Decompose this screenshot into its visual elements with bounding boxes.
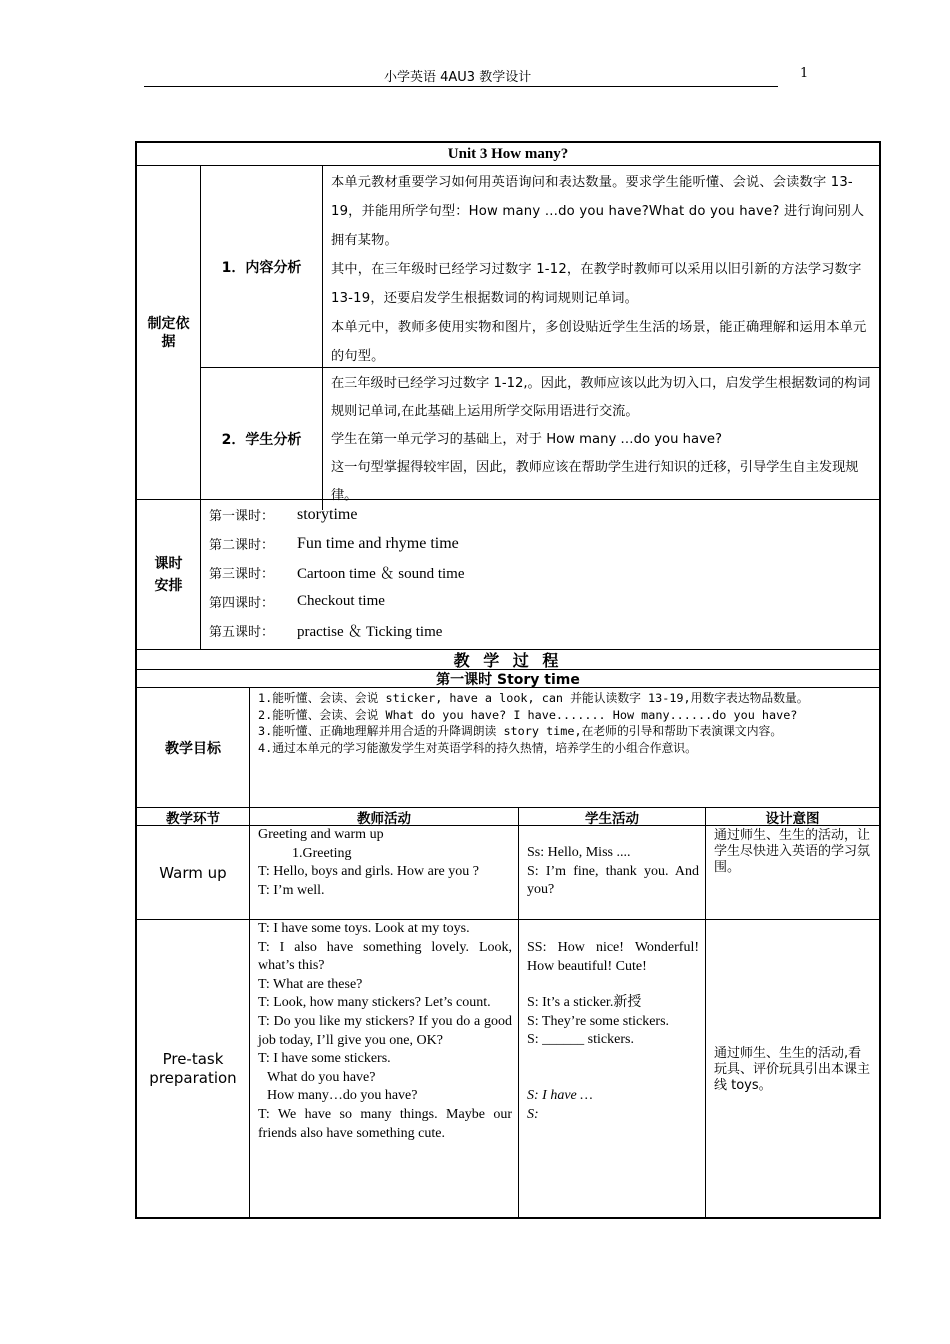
schedule-list <box>201 500 879 649</box>
content-analysis-label-cell <box>201 166 323 367</box>
student-line: S: I’m fine, thank you. And you? <box>527 863 699 898</box>
pretask-row <box>137 920 879 1217</box>
student-analysis-label-cell <box>201 368 323 510</box>
schedule-section <box>137 500 879 650</box>
stage-label: Warm up <box>159 863 227 882</box>
schedule-label: 课时安排 <box>154 555 183 594</box>
stage-label: Pre-task preparation <box>149 1049 237 1087</box>
teacher-line: T: I have some toys. Look at my toys. <box>258 921 470 936</box>
basis-body <box>201 166 879 503</box>
goals-label: 教学目标 <box>165 740 221 757</box>
goals-list <box>250 688 879 807</box>
schedule-item-value: Checkout time <box>297 593 385 609</box>
schedule-item <box>201 558 879 587</box>
content-analysis-label: 1．内容分析 <box>221 259 302 276</box>
teacher-line: T: What are these? <box>258 976 363 992</box>
teacher-activity <box>250 920 519 1217</box>
teacher-line: T: I have some stickers. <box>258 1051 391 1067</box>
schedule-item-label: 第五课时： <box>209 625 275 640</box>
teacher-line: Greeting and warm up <box>258 827 384 842</box>
schedule-item-value: practise ＆ Ticking time <box>297 624 443 640</box>
goal-item: 1.能听懂、会读、会说 sticker, have a look, can 并能认读数字 13-19,用数字表达物品数量。 <box>258 691 809 705</box>
student-paragraph: 在三年级时已经学习过数字 1-12,。因此，教师应该以此为切入口，启发学生根据数词的构词规则记单词,在此基础上运用所学交际用语进行交流。 <box>331 376 871 419</box>
student-line: S: <box>527 1106 539 1122</box>
schedule-item-label: 第二课时： <box>209 538 275 553</box>
student-analysis-text <box>323 368 879 510</box>
schedule-item-value: storytime <box>297 505 358 523</box>
column-header: 教学环节 <box>137 808 250 825</box>
teacher-line: How many…do you have? <box>267 1088 418 1104</box>
page-number: 1 <box>800 66 809 81</box>
column-header: 学生活动 <box>519 808 706 825</box>
intent-text: 通过师生、生生的活动，让学生尽快进入英语的学习氛围。 <box>714 828 871 875</box>
header-title: 小学英语 4AU3 教学设计 <box>384 70 532 85</box>
goals-label-cell <box>137 688 250 807</box>
content-paragraph: 本单元中，教师多使用实物和图片，多创设贴近学生生活的场景，能正确理解和运用本单元的句型。 <box>331 320 867 364</box>
basis-label-cell <box>137 166 201 499</box>
teacher-line: T: We have so many things. Maybe our friends also have something cute. <box>258 1106 512 1141</box>
schedule-label-cell <box>137 500 201 649</box>
schedule-item <box>201 500 879 529</box>
schedule-item-label: 第三课时： <box>209 567 275 582</box>
schedule-item-value: Cartoon time ＆ sound time <box>297 566 465 582</box>
content-analysis-text <box>323 166 879 367</box>
columns-header-row <box>137 808 879 826</box>
teacher-activity <box>250 826 519 919</box>
lesson-plan-table <box>135 141 881 1219</box>
student-analysis-row <box>201 368 879 510</box>
column-header: 教师活动 <box>250 808 519 825</box>
lesson-title-row <box>137 670 879 688</box>
student-line: SS: How nice! Wonderful! How beautiful! Cute! <box>527 940 699 974</box>
student-paragraph: 学生在第一单元学习的基础上，对于 How many …do you have? <box>331 432 723 447</box>
spacer <box>527 1050 699 1087</box>
content-paragraph: 本单元教材重要学习如何用英语询问和表达数量。要求学生能听懂、会说、会读数字 13-19，并能用所学句型：How many …do you have?What do you have? 进行询问别人拥有某物。 <box>331 175 865 248</box>
page-header <box>144 66 778 87</box>
goal-item: 3.能听懂、正确地理解并用合适的升降调朗读 story time,在老师的引导和帮助下表演课文内容。 <box>258 724 783 738</box>
stage-cell <box>137 920 250 1217</box>
student-activity <box>519 826 706 919</box>
teacher-line: T: I also have something lovely. Look, what’s this? <box>258 939 512 974</box>
schedule-item-label: 第一课时： <box>209 509 275 524</box>
student-activity <box>519 920 706 1217</box>
design-intent <box>706 920 879 1217</box>
unit-title-row <box>137 143 879 166</box>
schedule-item-value: Fun time and rhyme time <box>297 534 459 552</box>
student-line: S: It’s a sticker.新授 <box>527 995 642 1011</box>
unit-title: Unit 3 How many? <box>447 145 569 162</box>
goals-row <box>137 688 879 808</box>
process-title: 教 学 过 程 <box>453 651 563 670</box>
student-line: S: They’re some stickers. <box>527 1013 670 1029</box>
student-paragraph: 这一句型掌握得较牢固，因此，教师应该在帮助学生进行知识的迁移，引导学生自主发现规律。 <box>331 460 859 503</box>
intent-text: 通过师生、生生的活动,看玩具、评价玩具引出本课主线 toys。 <box>714 1045 871 1093</box>
design-intent <box>706 826 879 919</box>
spacer <box>527 976 699 994</box>
process-title-row <box>137 650 879 670</box>
teacher-line: T: Hello, boys and girls. How are you ? <box>258 864 479 880</box>
schedule-item-label: 第四课时： <box>209 596 275 611</box>
student-line: S: I have … <box>527 1087 593 1103</box>
teacher-line: 1.Greeting <box>292 845 352 861</box>
basis-label: 制定依据 <box>147 315 190 350</box>
teacher-line: T: Look, how many stickers? Let’s count. <box>258 995 491 1011</box>
student-line: Ss: Hello, Miss .... <box>527 845 631 860</box>
teacher-line: What do you have? <box>267 1069 376 1085</box>
content-analysis-row <box>201 166 879 368</box>
goal-item: 4.通过本单元的学习能激发学生对英语学科的持久热情，培养学生的小组合作意识。 <box>258 740 697 755</box>
teacher-line: T: I’m well. <box>258 882 325 898</box>
schedule-item <box>201 529 879 558</box>
content-paragraph: 其中，在三年级时已经学习过数字 1-12，在教学时教师可以采用以旧引新的方法学习数字 13-19，还要启发学生根据数词的构词规则记单词。 <box>331 262 862 306</box>
stage-cell <box>137 826 250 919</box>
warmup-row <box>137 826 879 920</box>
student-line: S: ______ stickers. <box>527 1032 634 1048</box>
column-header: 设计意图 <box>765 810 820 827</box>
schedule-item <box>201 587 879 616</box>
basis-section <box>137 166 879 503</box>
schedule-item <box>201 616 879 645</box>
lesson-title: 第一课时 Story time <box>436 671 580 688</box>
teacher-line: T: Do you like my stickers? If you do a good job today, I’ll give you one, OK? <box>258 1013 512 1048</box>
student-analysis-label: 2．学生分析 <box>221 432 302 448</box>
goal-item: 2.能听懂、会读、会说 What do you have? I have....... How many......do you have? <box>258 707 798 722</box>
